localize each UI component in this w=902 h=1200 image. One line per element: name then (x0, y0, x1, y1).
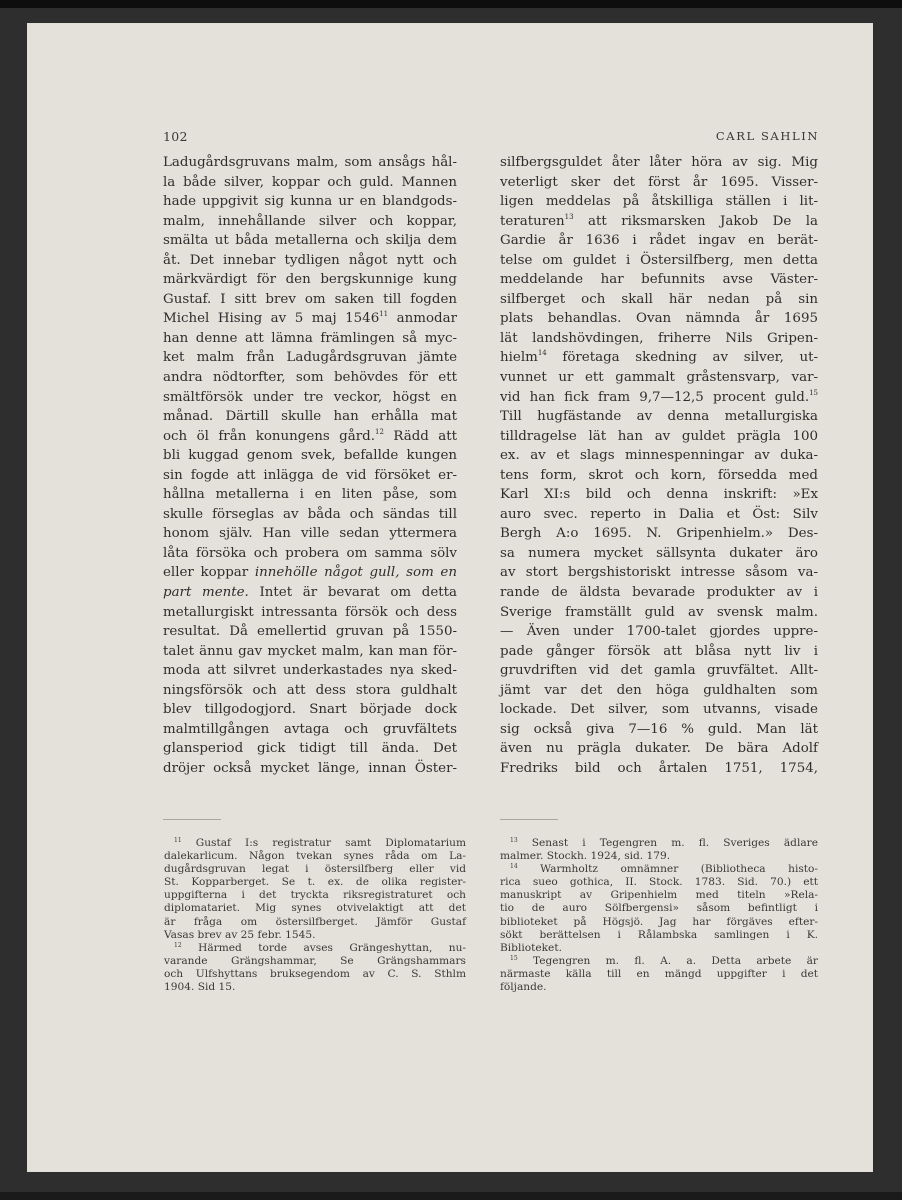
text-line: malm, innehållande silver och koppar, (163, 213, 457, 229)
text-line: ket malm från Ladugårdsgruvan jämte (163, 350, 457, 366)
footnote-line: manuskript av Gripenhielm med titeln »Rela- (500, 889, 818, 902)
footnote-line: uppgifterna i det tryckta riksregistraturet och (164, 889, 466, 902)
text-line: eller koppar innehölle något gull, som en (163, 565, 457, 581)
text-line: tilldragelse lät han av guldet prägla 100 (500, 428, 818, 444)
text-line: dröjer också mycket länge, innan Öster- (163, 760, 457, 776)
footnote-line: och Ulfshyttans bruksegendom av C. S. Sthlm (164, 967, 466, 980)
footnote-line: dalekarlicum. Någon tvekan synes råda om La- (164, 850, 466, 863)
text-line: hållna metallerna i en liten påse, som (163, 487, 457, 503)
footnote-line: $^{11}$ Gustaf I:s registratur samt Diplomatarium (174, 837, 466, 849)
footnote-line: är fråga om östersilfberget. Jämför Gustaf (164, 915, 466, 928)
footnote-line: sökt berättelsen i Rålambska samlingen i K. (500, 928, 818, 941)
text-line: honom själv. Han ville sedan yttermera (163, 526, 457, 542)
text-line: talet ännu gav mycket malm, kan man för- (163, 643, 457, 659)
footnote-line: Vasas brev av 25 febr. 1545. (164, 928, 316, 941)
text-line: hielm$^{14}$ företaga skedning av silver, ut- (500, 349, 818, 366)
footnote-12 (164, 942, 466, 994)
text-line: gruvdriften vid det gamla gruvfältet. Allt- (500, 663, 818, 679)
text-line: månad. Därtill skulle han erhålla mat (163, 409, 457, 425)
text-line: silfberget och skall här nedan på sin (500, 291, 818, 307)
text-line: Till hugfästande av denna metallurgiska (500, 409, 818, 425)
footnote-14 (500, 863, 818, 955)
text-line: sa numera mycket sällsynta dukater äro (500, 545, 818, 561)
footnote-marker: 11 (174, 837, 182, 844)
italic-phrase: part mente. (163, 585, 249, 601)
footnote-line: $^{14}$ Warmholtz omnämner (Bibliotheca histo- (510, 863, 818, 876)
text-line: smälta ut båda metallerna och skilja dem (163, 233, 457, 249)
footnote-line: dugårdsgruvan legat i östersilfberg eller vid (164, 863, 466, 876)
text-line: malmtillgången avtaga och gruvfältets (163, 721, 457, 737)
book-page (27, 23, 873, 1172)
footnote-15 (500, 955, 818, 994)
text-line: tens form, skrot och korn, försedda med (500, 467, 818, 483)
text-line: pade gånger försök att blåsa nytt liv i (500, 643, 818, 659)
text-line: silfbergsguldet åter låter höra av sig. Mig (500, 155, 818, 170)
text-line: auro svec. reperto in Dalia et Öst: Silv (500, 506, 818, 522)
footnote-line: biblioteket på Högsjö. Jag har förgäves efter- (500, 915, 818, 928)
text-line: rande de äldsta bevarade produkter av i (500, 585, 818, 601)
footnote-reference: 14 (537, 349, 547, 358)
left-column (163, 153, 457, 779)
footnote-line: tio de auro Sölfbergensi» såsom befintligt i (500, 902, 818, 915)
text-line: sin fogde att inlägga de vid försöket er- (163, 467, 457, 483)
text-line: lät landshövdingen, friherre Nils Gripen- (500, 330, 818, 346)
text-line: Gardie år 1636 i rådet ingav en berät- (500, 233, 818, 249)
footnote-line: diplomatariet. Mig synes otvivelaktigt att det (164, 902, 466, 915)
text-line: metallurgiskt intressanta försök och dess (163, 604, 457, 620)
text-line: låta försöka och probera om samma sölv (163, 545, 457, 561)
text-line: telse om guldet i Östersilfberg, men detta (500, 252, 818, 268)
page-number: 102 (163, 129, 188, 144)
footnote-line: närmaste källa till en mängd uppgifter i det (500, 967, 818, 980)
footnote-marker: 15 (510, 954, 518, 962)
footnotes-left (164, 837, 466, 994)
footnote-line: $^{15}$ Tegengren m. fl. A. a. Detta arbete är (510, 954, 818, 967)
footnote-line: St. Kopparberget. Se t. ex. de olika register- (164, 876, 466, 889)
running-head: CARL SAHLIN (715, 129, 819, 143)
footnote-line: $^{12}$ Härmed torde avses Grängeshyttan, nu- (174, 941, 466, 954)
scan-bottom-edge (0, 1192, 902, 1200)
text-line: Bergh A:o 1695. N. Gripenhielm.» Des- (500, 526, 818, 542)
text-line: sig också giva 7—16 % guld. Man lät (500, 721, 818, 737)
text-line: även nu prägla dukater. De bära Adolf (500, 741, 818, 757)
text-line: meddelande har befunnits avse Väster- (500, 272, 818, 288)
footnote-line: Biblioteket. (500, 941, 562, 954)
text-line: bli kuggad genom svek, befallde kungen (163, 448, 457, 464)
text-line: märkvärdigt för den bergskunnige kung (163, 272, 457, 288)
footnote-marker: 12 (174, 941, 182, 949)
text-line: — Även under 1700-talet gjordes uppre- (500, 624, 818, 640)
text-line: han denne att lämna främlingen så myc- (163, 330, 457, 346)
footnote-13 (500, 837, 818, 863)
footnote-11 (164, 837, 466, 942)
text-line: Fredriks bild och årtalen 1751, 1754, (500, 760, 818, 776)
text-line: hade uppgivit sig kunna ur en blandgods- (163, 194, 457, 210)
footnote-reference: 11 (379, 310, 389, 319)
text-line: av stort bergshistoriskt intresse såsom va- (500, 565, 818, 581)
text-line: part mente. Intet är bevarat om detta (163, 585, 457, 601)
italic-phrase: innehölle något gull, som en (254, 565, 457, 581)
text-line: smältförsök under tre veckor, högst en (163, 389, 457, 405)
footnote-reference: 15 (809, 388, 818, 397)
text-line: Sverige framställt guld av svensk malm. (500, 604, 818, 620)
text-line: lockade. Det silver, som utvanns, visade (500, 702, 818, 718)
text-line: glansperiod gick tidigt till ända. Det (163, 741, 457, 757)
text-line: resultat. Då emellertid gruvan på 1550- (163, 624, 457, 640)
text-line: andra nödtorfter, som behövdes för ett (163, 370, 457, 386)
text-line: la både silver, koppar och guld. Mannen (163, 174, 457, 190)
footnote-line: följande. (500, 981, 547, 994)
text-line: och öl från konungens gård.$^{12}$ Rädd att (163, 427, 457, 444)
footnote-rule-right (500, 819, 558, 820)
text-line: plats behandlas. Ovan nämnda år 1695 (500, 311, 818, 327)
text-line: skulle förseglas av båda och sändas till (163, 506, 457, 522)
footnote-rule-left (163, 819, 221, 820)
text-line: vid han fick fram 9,7—12,5 procent guld.$^{15}$ (500, 388, 818, 405)
right-column (500, 153, 818, 779)
text-line: ex. av et slags minnespenningar av duka- (500, 448, 818, 464)
footnote-line: 1904. Sid 15. (164, 981, 236, 994)
text-line: moda att silvret underkastades nya sked- (163, 663, 457, 679)
footnote-line: rica sueo gothica, II. Stock. 1783. Sid. 70.) ett (500, 876, 818, 889)
footnote-line: malmer. Stockh. 1924, sid. 179. (500, 850, 671, 863)
scan-top-edge (0, 0, 902, 8)
text-line: vunnet ur ett gammalt gråstensvarp, var- (500, 370, 818, 386)
text-line: teraturen$^{13}$ att riksmarsken Jakob De la (500, 212, 818, 229)
footnote-line: $^{13}$ Senast i Tegengren m. fl. Sveriges ädlare (510, 837, 818, 849)
text-line: åt. Det innebar tydligen något nytt och (163, 252, 457, 268)
footnote-reference: 12 (374, 427, 384, 436)
text-line: Ladugårdsgruvans malm, som ansågs hål- (163, 155, 457, 170)
text-line: blev tillgodogjord. Snart började dock (163, 702, 457, 718)
text-line: ningsförsök och att dess stora guldhalt (163, 682, 457, 698)
footnote-reference: 13 (564, 212, 574, 221)
text-line: ligen meddelas på åtskilliga ställen i lit- (500, 194, 818, 210)
footnote-marker: 13 (510, 837, 518, 844)
text-line: Gustaf. I sitt brev om saken till fogden (163, 291, 457, 307)
text-line: Michel Hising av 5 maj 1546$^{11}$ anmodar (163, 310, 457, 327)
footnote-marker: 14 (510, 863, 518, 871)
text-line: veterligt sker det först år 1695. Visser- (500, 174, 818, 190)
footnotes-right (500, 837, 818, 994)
text-line: jämt var det den höga guldhalten som (500, 682, 818, 698)
footnote-line: varande Grängshammar, Se Grängshammars (164, 954, 466, 967)
text-line: Karl XI:s bild och denna inskrift: »Ex (500, 487, 818, 503)
